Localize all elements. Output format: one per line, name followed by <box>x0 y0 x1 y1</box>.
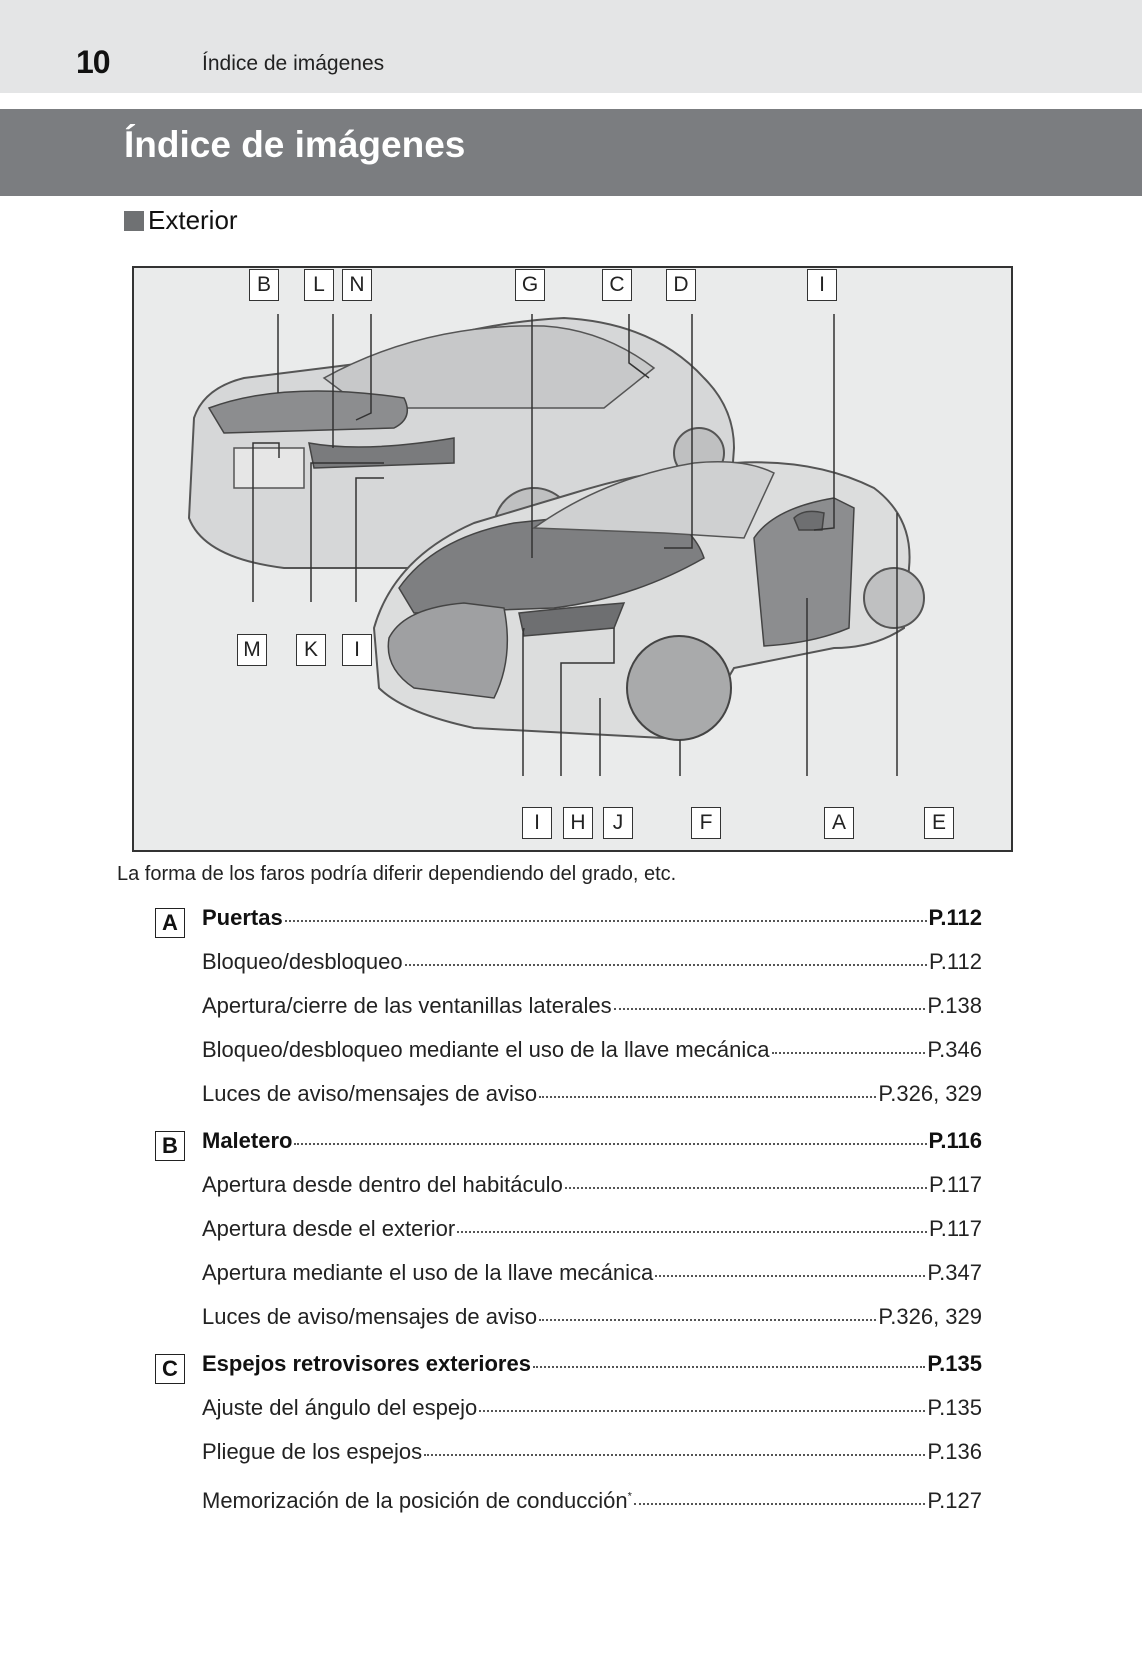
callout-b-top: B <box>249 269 279 301</box>
index-label: Ajuste del ángulo del espejo <box>202 1395 478 1420</box>
index-page-ref: P.127 <box>927 1488 982 1513</box>
index-page-ref: P.138 <box>927 993 982 1018</box>
callout-i-top: I <box>807 269 837 301</box>
index-label: Apertura desde el exterior <box>202 1216 456 1241</box>
callout-f-bottom: F <box>691 807 721 839</box>
index-label: Memorización de la posición de conducción* <box>202 1488 632 1513</box>
section-label: Exterior <box>148 205 238 235</box>
index-entry <box>0 1128 1142 1168</box>
index-label: Pliegue de los espejos <box>202 1439 423 1464</box>
page-header-bar <box>0 0 1142 93</box>
index-label: Apertura desde dentro del habitáculo <box>202 1172 563 1197</box>
index-entry <box>0 993 1142 1033</box>
index-page-ref: P.136 <box>927 1439 982 1464</box>
index-key-b: B <box>155 1131 185 1161</box>
callout-c-top: C <box>602 269 632 301</box>
index-entry <box>0 905 1142 945</box>
car-drawing <box>134 268 1013 852</box>
callout-a-bottom: A <box>824 807 854 839</box>
exterior-illustration <box>132 266 1013 852</box>
index-page-ref: P.326, 329 <box>878 1081 982 1106</box>
index-page-ref: P.326, 329 <box>878 1304 982 1329</box>
index-entry <box>0 949 1142 989</box>
index-page-ref: P.116 <box>928 1128 982 1153</box>
index-label: Luces de aviso/mensajes de aviso <box>202 1081 538 1106</box>
index-label: Apertura mediante el uso de la llave mecánica <box>202 1260 654 1285</box>
index-page-ref: P.346 <box>927 1037 982 1062</box>
front-wheel-rear <box>864 568 924 628</box>
index-page-ref: P.112 <box>928 949 982 974</box>
index-label: Apertura/cierre de las ventanillas laterales <box>202 993 612 1018</box>
callout-l-top: L <box>304 269 334 301</box>
index-label: Maletero <box>202 1128 293 1153</box>
section-heading <box>124 205 238 236</box>
callout-j-bottom: J <box>603 807 633 839</box>
index-page-ref: P.117 <box>928 1216 982 1241</box>
callout-m-left: M <box>237 634 267 666</box>
index-entry <box>0 1304 1142 1344</box>
index-label: Espejos retrovisores exteriores <box>202 1351 531 1376</box>
footnote-marker: * <box>627 1490 632 1503</box>
callout-g-top: G <box>515 269 545 301</box>
callout-h-bottom: H <box>563 807 593 839</box>
index-label: Puertas <box>202 905 283 930</box>
index-key-c: C <box>155 1354 185 1384</box>
side-mirror <box>794 511 824 530</box>
index-entry <box>0 1037 1142 1077</box>
front-wheel-front <box>627 636 731 740</box>
page-number: 10 <box>76 44 110 80</box>
index-entry <box>0 1439 1142 1479</box>
index-entry <box>0 1260 1142 1300</box>
index-page-ref: P.135 <box>927 1351 982 1376</box>
index-page-ref: P.347 <box>927 1260 982 1285</box>
index-page-ref: P.135 <box>927 1395 982 1420</box>
index-label: Bloqueo/desbloqueo mediante el uso de la llave mecánica <box>202 1037 770 1062</box>
license-plate <box>234 448 304 488</box>
index-page-ref: P.117 <box>928 1172 982 1197</box>
callout-d-top: D <box>666 269 696 301</box>
index-entry <box>0 1081 1142 1121</box>
callout-i-left: I <box>342 634 372 666</box>
index-entry <box>0 1351 1142 1391</box>
callout-e-bottom: E <box>924 807 954 839</box>
index-entry <box>0 1172 1142 1212</box>
index-entry <box>0 1488 1142 1528</box>
index-label: Bloqueo/desbloqueo <box>202 949 403 974</box>
square-bullet-icon <box>124 211 144 231</box>
callout-n-top: N <box>342 269 372 301</box>
index-page-ref: P.112 <box>928 905 982 930</box>
index-entry <box>0 1216 1142 1256</box>
index-entry <box>0 1395 1142 1435</box>
callout-k-left: K <box>296 634 326 666</box>
index-key-a: A <box>155 908 185 938</box>
index-label: Luces de aviso/mensajes de aviso <box>202 1304 538 1329</box>
running-title: Índice de imágenes <box>202 52 385 75</box>
figure-caption: La forma de los faros podría diferir dependiendo del grado, etc. <box>117 863 677 885</box>
callout-i-bottom: I <box>522 807 552 839</box>
page-title: Índice de imágenes <box>124 124 466 165</box>
